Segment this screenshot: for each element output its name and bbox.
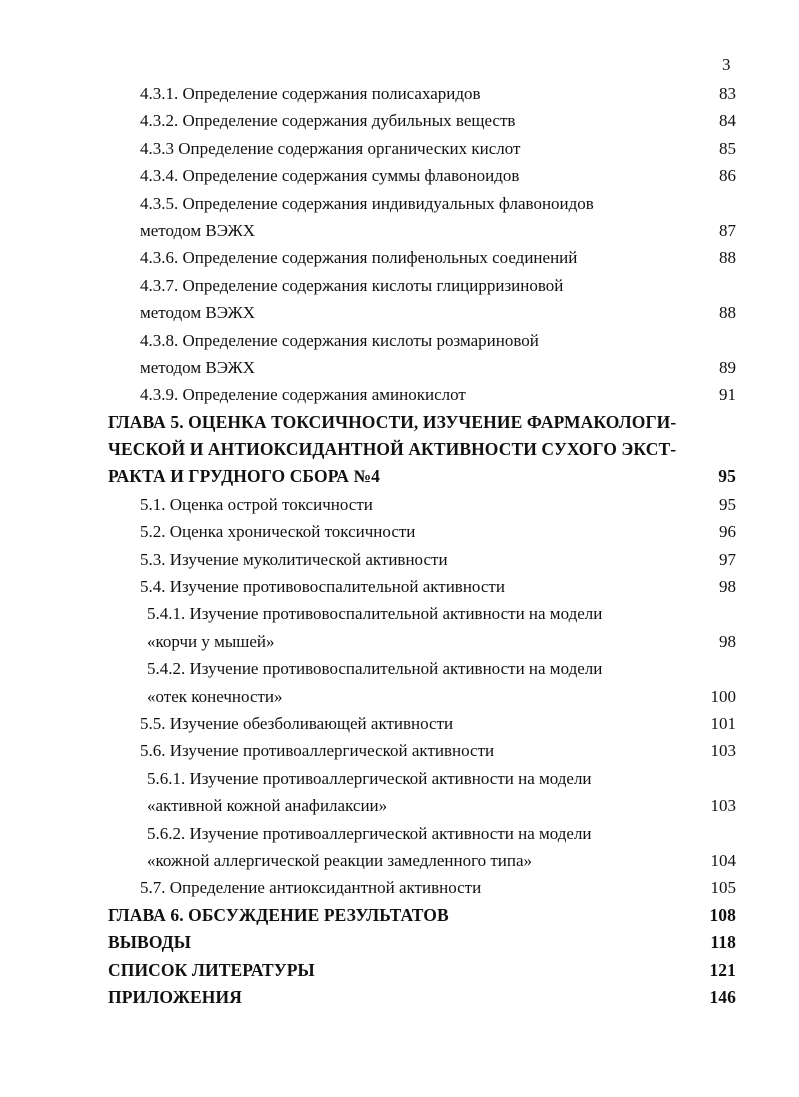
toc-entry-title-line [108,655,736,682]
toc-entry-title-line [108,902,736,929]
toc-page-number: 91 [719,385,736,405]
toc-entry-text: ЧЕСКОЙ И АНТИОКСИДАНТНОЙ АКТИВНОСТИ СУХОГО ЭКСТ- [108,439,677,460]
table-of-contents [108,80,736,1011]
toc-section-entry [108,820,736,875]
toc-page-number: 103 [710,796,736,816]
toc-page-number: 95 [719,494,736,514]
toc-entry-title-line [108,820,736,847]
toc-entry-text: методом ВЭЖХ [140,303,255,323]
toc-entry-title-line [108,272,736,299]
toc-page-number: 86 [719,166,736,186]
toc-entry-title-line [108,190,736,217]
toc-section-entry [108,162,736,189]
toc-entry-title-line [108,244,736,271]
toc-entry-title-line [108,957,736,984]
toc-page-number: 121 [709,959,736,980]
toc-section-entry [108,107,736,134]
toc-section-entry [108,737,736,764]
toc-entry-title-line [108,135,736,162]
toc-entry-title-line [108,765,736,792]
toc-page-number: 88 [719,248,736,268]
toc-page-number: 96 [719,522,736,542]
toc-entry-text: «отек конечности» [147,686,283,706]
toc-entry-text: 4.3.6. Определение содержания полифенольных соединений [140,248,578,268]
toc-page-number: 97 [719,549,736,569]
toc-entry-text: 4.3.3 Определение содержания органических кислот [140,138,521,158]
toc-entry-text: 5.3. Изучение муколитической активности [140,549,448,569]
toc-section-entry [108,327,736,382]
toc-chapter-entry [108,902,736,929]
toc-entry-text: 5.6. Изучение противоаллергической активности [140,741,495,761]
toc-entry-text: ГЛАВА 5. ОЦЕНКА ТОКСИЧНОСТИ, ИЗУЧЕНИЕ ФАРМАКОЛОГИ- [108,411,677,432]
toc-entry-title-line [108,874,736,901]
toc-entry-title-line [108,299,736,326]
toc-entry-text: 5.5. Изучение обезболивающей активности [140,713,454,733]
toc-section-entry [108,546,736,573]
toc-entry-text: 5.1. Оценка острой токсичности [140,494,373,514]
toc-chapter-entry [108,957,736,984]
toc-section-entry [108,190,736,245]
toc-section-entry [108,600,736,655]
toc-entry-title-line [108,546,736,573]
toc-chapter-entry [108,984,736,1011]
toc-entry-text: «активной кожной анафилаксии» [147,796,388,816]
toc-entry-text: 4.3.1. Определение содержания полисахаридов [140,84,481,103]
toc-entry-text: 5.4. Изучение противовоспалительной активности [140,577,505,597]
toc-entry-text: 4.3.2. Определение содержания дубильных веществ [140,111,516,131]
toc-entry-title-line [108,573,736,600]
toc-entry-title-line [108,436,736,463]
toc-entry-text: 4.3.4. Определение содержания суммы флавоноидов [140,166,520,186]
toc-entry-title-line [108,107,736,134]
toc-entry-text: 4.3.5. Определение содержания индивидуальных флавоноидов [140,193,594,213]
toc-entry-title-line [108,327,736,354]
toc-section-entry [108,710,736,737]
toc-entry-text: СПИСОК ЛИТЕРАТУРЫ [108,959,315,980]
toc-entry-title-line [108,737,736,764]
toc-section-entry [108,135,736,162]
toc-entry-title-line [108,354,736,381]
toc-entry-title-line [108,381,736,408]
toc-entry-title-line [108,792,736,819]
toc-entry-text: ГЛАВА 6. ОБСУЖДЕНИЕ РЕЗУЛЬТАТОВ [108,904,449,925]
toc-entry-title-line [108,600,736,627]
toc-entry-title-line [108,847,736,874]
toc-page-number: 89 [719,357,736,377]
toc-page-number: 98 [719,631,736,651]
toc-section-entry [108,655,736,710]
toc-section-entry [108,765,736,820]
page-number: 3 [722,55,731,74]
toc-section-entry [108,491,736,518]
toc-entry-title-line [108,217,736,244]
toc-chapter-entry [108,929,736,956]
toc-entry-title-line [108,80,736,107]
toc-page-number: 88 [719,303,736,323]
toc-section-entry [108,244,736,271]
toc-entry-text: ПРИЛОЖЕНИЯ [108,986,242,1007]
toc-entry-title-line [108,710,736,737]
toc-page-number: 108 [709,904,736,925]
toc-entry-title-line [108,491,736,518]
toc-entry-text: методом ВЭЖХ [140,357,255,377]
toc-page-number: 85 [719,138,736,158]
toc-section-entry [108,573,736,600]
toc-entry-text: 5.4.1. Изучение противовоспалительной активности на модели [147,604,603,624]
toc-entry-text: 4.3.9. Определение содержания аминокислот [140,385,466,405]
toc-page-number: 118 [710,932,736,953]
toc-entry-title-line [108,984,736,1011]
toc-entry-text: 5.7. Определение антиоксидантной активности [140,878,482,898]
toc-section-entry [108,80,736,107]
toc-page-number: 100 [710,686,736,706]
toc-section-entry [108,272,736,327]
toc-page-number: 146 [709,986,736,1007]
toc-page-number: 83 [719,84,736,103]
toc-entry-title-line [108,683,736,710]
toc-section-entry [108,381,736,408]
toc-entry-text: РАКТА И ГРУДНОГО СБОРА №4 [108,466,380,487]
toc-entry-title-line [108,409,736,436]
toc-entry-text: методом ВЭЖХ [140,220,255,240]
toc-entry-text: 5.2. Оценка хронической токсичности [140,522,416,542]
toc-entry-text: ВЫВОДЫ [108,932,192,953]
toc-entry-title-line [108,518,736,545]
toc-page-number: 105 [710,878,736,898]
toc-entry-text: 4.3.8. Определение содержания кислоты розмариновой [140,330,539,350]
toc-entry-title-line [108,162,736,189]
toc-page-number: 84 [719,111,736,131]
toc-page-number: 98 [719,577,736,597]
toc-entry-text: 5.6.2. Изучение противоаллергической активности на модели [147,823,592,843]
toc-page-number: 104 [710,850,736,870]
toc-entry-text: «кожной аллергической реакции замедленного типа» [147,850,533,870]
toc-entry-text: 5.6.1. Изучение противоаллергической активности на модели [147,768,592,788]
toc-section-entry [108,874,736,901]
toc-entry-text: «корчи у мышей» [147,631,275,651]
toc-entry-text: 5.4.2. Изучение противовоспалительной активности на модели [147,659,603,679]
toc-section-entry [108,518,736,545]
toc-entry-text: 4.3.7. Определение содержания кислоты глицирризиновой [140,275,564,295]
toc-page-number: 95 [718,466,736,487]
toc-chapter-entry [108,409,736,491]
toc-entry-title-line [108,463,736,490]
toc-page-number: 87 [719,220,736,240]
toc-page-number: 101 [710,713,736,733]
toc-entry-title-line [108,929,736,956]
toc-entry-title-line [108,628,736,655]
toc-page-number: 103 [710,741,736,761]
